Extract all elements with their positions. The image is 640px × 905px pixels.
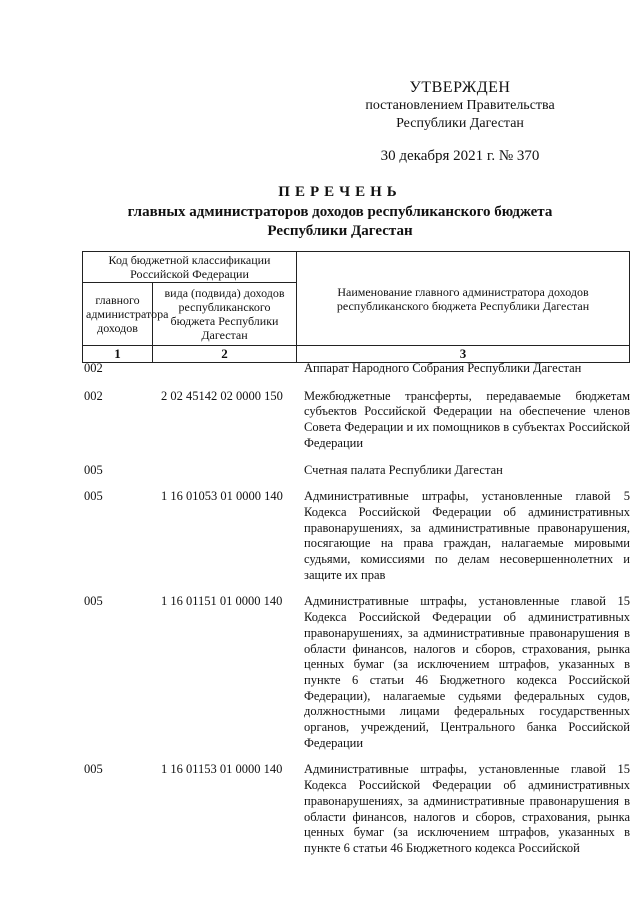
revenue-code — [160, 361, 304, 377]
revenue-code: 2 02 45142 02 0000 150 — [161, 388, 283, 403]
revenue-name: Межбюджетные трансферты, передаваемые бюджетам субъектов Российской Федерации на обеспечение членов Совета Федерации и их помощников в субъектах Российской Федерации — [304, 388, 630, 450]
header-num-1: 1 — [83, 346, 153, 363]
header-col-name: Наименование главного администратора доходов республиканского бюджета Республики Дагестан — [297, 252, 630, 346]
approval-stamp — [330, 78, 590, 166]
table-row — [82, 762, 630, 856]
table-row — [82, 594, 630, 751]
table-row — [82, 361, 630, 377]
admin-code: 002 — [84, 361, 103, 375]
admin-code: 005 — [84, 594, 103, 609]
header-col-code: вида (подвида) доходов республиканского бюджета Республики Дагестан — [153, 283, 297, 346]
revenue-name: Аппарат Народного Собрания Республики Дагестан — [304, 361, 582, 375]
admin-code: 005 — [84, 489, 103, 504]
approval-word: УТВЕРЖДЕН — [409, 79, 511, 96]
revenue-name: Административные штрафы, установленные главой 15 Кодекса Российской Федерации об административных правонарушениях, за административные правонарушения в области финансов, налогов и сборов, страхования, рынка ценных бумаг (за исключением штрафов, указанных в пункте 6 статьи 46 Бюджетного кодекса Российской — [304, 762, 630, 855]
table-row — [82, 489, 630, 583]
admin-code: 002 — [84, 388, 103, 403]
document-title — [60, 183, 620, 241]
table-body — [82, 358, 630, 857]
approval-republic: Республики Дагестан — [396, 116, 524, 131]
table-header — [82, 251, 630, 363]
header-code-group: Код бюджетной классификации Российской Федерации — [83, 252, 297, 283]
header-num-3: 3 — [297, 346, 630, 363]
revenue-code: 1 16 01151 01 0000 140 — [161, 594, 283, 609]
revenue-code — [160, 463, 304, 479]
title-line-3: Республики Дагестан — [267, 223, 413, 239]
revenue-code: 1 16 01053 01 0000 140 — [161, 489, 283, 504]
revenue-name: Административные штрафы, установленные главой 15 Кодекса Российской Федерации об административных правонарушениях, за административные правонарушения в области финансов, налогов и сборов, страхования, рынка ценных бумаг (за исключением штрафов, указанных в пункте 6 статьи 46 Бюджетного кодекса Российской Федерации), налагаемые судьями федеральных судов, должностными лицами федеральных государственных органов, учреждений, Центрального банка Российской Федерации — [304, 594, 630, 750]
title-line-2: главных администраторов доходов республиканского бюджета — [127, 204, 553, 220]
table-row — [82, 389, 630, 452]
header-col-admin: главного администратора доходов — [83, 283, 153, 346]
admin-code: 005 — [84, 762, 103, 777]
revenue-name: Административные штрафы, установленные главой 5 Кодекса Российской Федерации об административных правонарушениях, за административные правонарушения, посягающие на права граждан, налагаемые мировыми судьями, комиссиями по делам несовершеннолетних и защите их прав — [304, 489, 630, 582]
table-row — [82, 463, 630, 479]
title-heading: ПЕРЕЧЕНЬ — [278, 184, 402, 200]
header-num-2: 2 — [153, 346, 297, 363]
approval-resolution: постановлением Правительства — [365, 98, 555, 113]
revenue-code: 1 16 01153 01 0000 140 — [161, 762, 283, 777]
revenue-name: Счетная палата Республики Дагестан — [304, 462, 503, 477]
approval-date-number: 30 декабря 2021 г. № 370 — [380, 148, 540, 164]
admin-code: 005 — [84, 462, 103, 477]
